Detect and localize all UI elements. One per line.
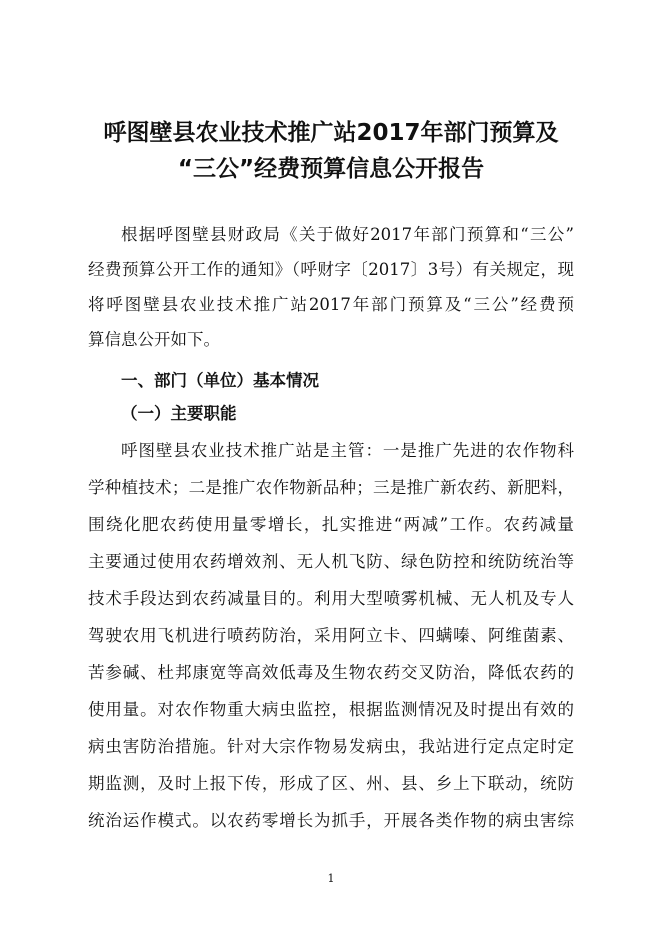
document-title-line-2: “三公”经费预算信息公开报告 <box>177 156 485 182</box>
body-paragraph-line: 统治运作模式。以农药零增长为抓手，开展各类作物的病虫害综 <box>88 811 574 830</box>
intro-paragraph-line: 经费预算公开工作的通知》（呼财字〔2017〕3号）有关规定，现 <box>88 260 574 279</box>
sub-section-heading: （一）主要职能 <box>121 404 237 423</box>
intro-paragraph-line: 将呼图壁县农业技术推广站2017年部门预算及“三公”经费预 <box>88 295 574 314</box>
body-paragraph-line: 呼图壁县农业技术推广站是主管：一是推广先进的农作物科 <box>121 441 574 460</box>
intro-paragraph-line: 根据呼图壁县财政局《关于做好2017年部门预算和“三公” <box>121 225 574 244</box>
body-paragraph-line: 苦参碱、杜邦康宽等高效低毒及生物农药交叉防治，降低农药的 <box>88 663 574 682</box>
section-heading: 一、部门（单位）基本情况 <box>121 371 319 390</box>
body-paragraph-line: 使用量。对农作物重大病虫监控，根据监测情况及时提出有效的 <box>88 700 574 719</box>
body-paragraph-line: 驾驶农用飞机进行喷药防治，采用阿立卡、四螨嗪、阿维菌素、 <box>88 626 574 645</box>
body-paragraph-line: 病虫害防治措施。针对大宗作物易发病虫，我站进行定点定时定 <box>88 737 574 756</box>
body-paragraph-line: 技术手段达到农药减量目的。利用大型喷雾机械、无人机及专人 <box>88 589 574 608</box>
body-paragraph-line: 学种植技术；二是推广农作物新品种；三是推广新农药、新肥料， <box>88 478 574 497</box>
intro-paragraph-line: 算信息公开如下。 <box>88 330 220 349</box>
body-paragraph-line: 围绕化肥农药使用量零增长，扎实推进“两减”工作。农药减量 <box>88 515 574 534</box>
body-paragraph-line: 期监测，及时上报下传，形成了区、州、县、乡上下联动，统防 <box>88 774 574 793</box>
body-paragraph-line: 主要通过使用农药增效剂、无人机飞防、绿色防控和统防统治等 <box>88 552 574 571</box>
page-number: 1 <box>327 872 335 885</box>
document-title-line-1: 呼图壁县农业技术推广站2017年部门预算及 <box>103 120 559 146</box>
